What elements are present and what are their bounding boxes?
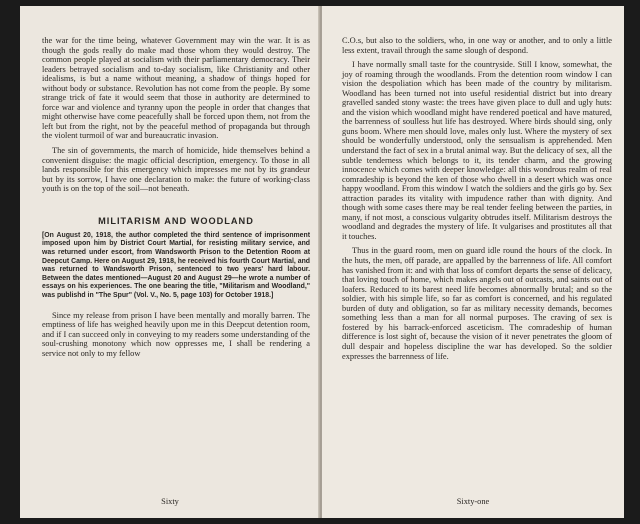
left-page: [20, 6, 320, 518]
right-paragraph-1: C.O.s, but also to the soldiers, who, in one way or another, and to only a little less extent, travail through the same slough of despond.: [342, 36, 612, 55]
right-paragraph-2: I have normally small taste for the countryside. Still I know, somewhat, the joy of roaming through the woodlands. From the detention room window I can vision the despoliation which has been made of the country by militarism. Woodland has been turned not into useful residential district but into dreary gravelled sanded stony waste: the trees have given place to dull and ugly huts: and the vision which woodland might have rendered poetical and have matured, the barrenness of soulless hut life has destroyed. Where birds should sing, only guns boom. Where men should love, males only lust. Where the mystery of sex should be wonderfully understood, only the sensualism is apprehended. Men understand the fact of sex in a brutal animal way. But the delicacy of sex, all the subtle tenderness which belongs to it, its tender charm, and the growing innocence which comes with deeper knowledge: all this wondrous realm of real comradeship is beyond the ken of those who dwell in a desert which was once happy woodland. From this window I watch the soldiers and the girls go by. Sex attraction parades its vitality with impudence rather than with dignity. And though with some cases there may be real tender feeling between the parties, in many, if not most, a conscious vulgarity obtrudes itself. Militarism destroys the woodland and degrades the mystery of life. It vulgarises and prostitutes all that it touches.: [342, 60, 612, 241]
section-title: MILITARISM AND WOODLAND: [98, 215, 254, 226]
right-page-number: Sixty-one: [456, 497, 490, 506]
left-paragraph-2: The sin of governments, the march of homicide, hide themselves behind a convenient disguise: the magic official description, emergency. To those in all lands responsible for this emergency which impresses me not by its grandeur but by its sorrow, I have one declaration to make: the future of working-class youth is on the top of the soil—not beneath.: [42, 146, 310, 194]
left-paragraph-1: the war for the time being, whatever Government may win the war. It is as though the gods really do make mad those whom they would destroy. The common people played at socialism with their parliamentary democracy. Their leaders betrayed socialism and to-day socialism, like Christianity and other idealisms, is but a name without meaning, a shadow of things hoped for without body or substance. Revolution has not come from the people. By some strange trick of fate it would seem that those in authority are determined to force war and violence and tyranny upon the people in order that changes that might otherwise have come peacefully shall be forced upon them, not from the left but from the right, not by the peaceful method of propaganda but through the violent turmoil of war and bureaucratic invasion.: [42, 36, 310, 141]
left-closing-paragraph: Since my release from prison I have been mentally and morally barren. The emptiness of life has weighed heavily upon me in this Deepcut detention room, and if I can succeed only in conveying to my readers some understanding of the soul-crushing monotony which now oppresses me, I shall be rendering a service not only to my fellow: [42, 310, 310, 358]
left-page-number: Sixty: [161, 497, 179, 506]
right-paragraph-3: Thus in the guard room, men on guard idle round the hours of the clock. In the huts, the men, off parade, are appalled by the barrenness of life. All comfort has vanished from it: and with that loss of comfort departs the sense of delicacy, that loving touch of home, which makes angels out of outcasts, and saints out of loafers. Reduced to its barest need life becomes abnormally brutal; and so the soldier, with his simple life, so far as comfort is concerned, and his regulated burden of duty and obligation, so far as military necessity demands, becomes something less than a man for all normal purposes. The craving of sex is fostered by his barrack-enforced asceticism. The comradeship of human difference is lost sight of, because the vision of it never penetrates the gloom of dull despair and hopeless discipline the war has developed. So the soldier expresses the barrenness of life.: [342, 246, 612, 361]
editor-note: [On August 20, 1918, the author completed the third sentence of imprisonment imposed upon him by District Court Martial, for resisting military service, and was returned under escort, from Wandsworth Prison to the Detention Room at Deepcut Camp. Here on August 29, 1918, he received his fourth Court Martial, and was returned to Wandsworth Prison, sentenced to two years' hard labour. Between the dates mentioned—August 20 and August 29—he wrote a number of essays on his experiences. The one bearing the title, "Militarism and Woodland," was publishd in "The Spur" (Vol. V., No. 5, page 103) for October 1918.]: [42, 231, 310, 299]
right-page: [322, 6, 624, 518]
